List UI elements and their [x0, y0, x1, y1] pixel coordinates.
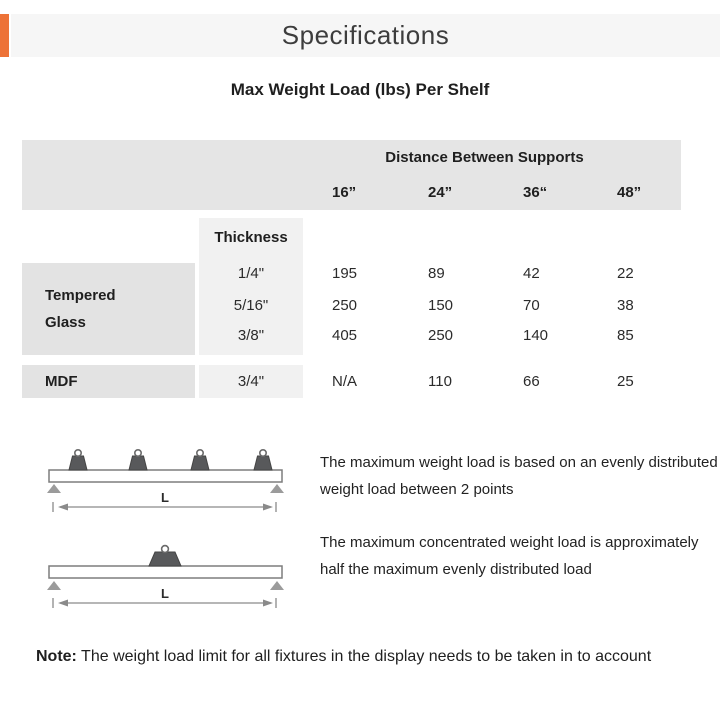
weight-icon [129, 456, 147, 470]
weight-ring-icon [162, 546, 169, 553]
load-value: 85 [617, 327, 634, 344]
load-value: 250 [332, 297, 358, 314]
thickness-value: 3/8" [237, 327, 265, 344]
column-header-24in: 24” [428, 184, 453, 201]
load-value: 140 [523, 327, 549, 344]
thickness-header: Thickness [214, 229, 288, 246]
table-title: Max Weight Load (lbs) Per Shelf [230, 80, 490, 99]
load-value: 70 [523, 297, 540, 314]
thickness-value: 3/4" [237, 373, 265, 390]
load-value: 22 [617, 265, 634, 282]
supports-group-header: Distance Between Supports [385, 149, 584, 166]
material-label-mdf: MDF [45, 373, 78, 390]
load-value: 110 [428, 373, 452, 390]
footnote-text: The weight load limit for all fixtures in the display needs to be taken in to account [81, 648, 652, 665]
load-value: 89 [428, 265, 445, 282]
weight-icon [149, 552, 181, 566]
weight-icon [254, 456, 272, 470]
support-triangle-icon [270, 581, 284, 590]
weight-icons [69, 456, 272, 470]
weight-ring-icons [75, 450, 266, 456]
support-triangle-icon [270, 484, 284, 493]
weight-icon [69, 456, 87, 470]
shelf-bar [49, 470, 282, 482]
support-triangle-icon [47, 484, 61, 493]
load-value: N/A [332, 373, 358, 390]
support-triangle-icon [47, 581, 61, 590]
weight-icon [191, 456, 209, 470]
length-label: L [161, 586, 169, 601]
concentrated-load-diagram [30, 538, 295, 613]
material-label-tempered-glass: Tempered Glass [45, 287, 116, 331]
distributed-load-diagram [30, 440, 295, 515]
load-value: 150 [428, 297, 454, 314]
load-value: 195 [332, 265, 358, 282]
orange-accent-tab [0, 14, 9, 57]
page-title: Specifications [281, 20, 450, 50]
load-value: 250 [428, 327, 454, 344]
length-label: L [161, 490, 169, 505]
load-value: 66 [523, 373, 540, 390]
footnote-label: Note: [36, 648, 77, 665]
concentrated-load-description: The maximum concentrated weight load is approximately half the maximum evenly distributed load [320, 534, 699, 578]
load-value: 38 [617, 297, 634, 314]
footnote [36, 648, 696, 666]
column-header-16in: 16” [332, 184, 357, 201]
column-header-36in: 36“ [523, 184, 548, 201]
load-value: 405 [332, 327, 358, 344]
load-value: 42 [523, 265, 540, 282]
column-header-48in: 48” [617, 184, 642, 201]
distributed-load-description: The maximum weight load is based on an evenly distributed weight load between 2 points [320, 454, 718, 498]
load-value: 25 [617, 373, 634, 390]
shelf-bar [49, 566, 282, 578]
thickness-value: 1/4" [237, 265, 265, 282]
thickness-value: 5/16" [233, 297, 269, 314]
